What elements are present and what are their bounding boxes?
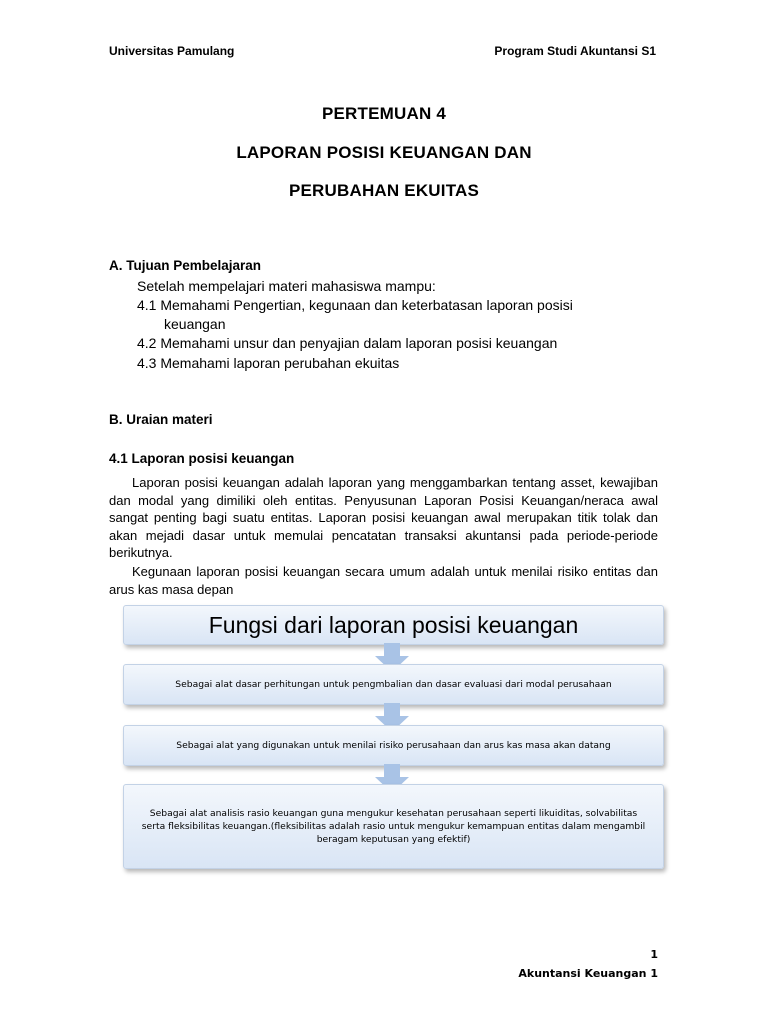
objective-item: 4.2 Memahami unsur dan penyajian dalam laporan posisi keuangan (137, 335, 558, 351)
diagram-step-box: Sebagai alat dasar perhitungan untuk pengmbalian dan dasar evaluasi dari modal perusahaan (123, 664, 664, 705)
footer-course-name: Akuntansi Keuangan 1 (518, 967, 658, 980)
header-program: Program Studi Akuntansi S1 (494, 44, 656, 58)
diagram-step-box: Sebagai alat yang digunakan untuk menilai risiko perusahaan dan arus kas masa akan datang (123, 725, 664, 766)
document-title-line2: LAPORAN POSISI KEUANGAN DAN (236, 143, 532, 162)
objective-item-continuation: keuangan (164, 316, 226, 332)
header-university: Universitas Pamulang (109, 44, 235, 58)
section-a-heading: A. Tujuan Pembelajaran (109, 258, 262, 273)
page-number: 1 (650, 948, 658, 961)
subsection-heading: 4.1 Laporan posisi keuangan (109, 451, 295, 466)
document-title-meeting: PERTEMUAN 4 (321, 104, 447, 123)
objective-item: 4.1 Memahami Pengertian, kegunaan dan keterbatasan laporan posisi (137, 297, 573, 313)
diagram-title-box: Fungsi dari laporan posisi keuangan (123, 605, 664, 645)
diagram-step-box: Sebagai alat analisis rasio keuangan guna mengukur kesehatan perusahaan seperti likuiditas, solvabilitas serta fleksibilitas keuangan.(fleksibilitas adalah rasio untuk mengukur kemampuan entitas dalam mengambil beragam keputusan yang efektif) (123, 784, 664, 869)
section-a-intro: Setelah mempelajari materi mahasiswa mampu: (137, 278, 436, 294)
section-b-heading: B. Uraian materi (109, 412, 213, 427)
body-paragraph: Kegunaan laporan posisi keuangan secara umum adalah untuk menilai risiko entitas dan arus kas masa depan (109, 564, 658, 597)
document-title-line3: PERUBAHAN EKUITAS (288, 181, 480, 200)
body-paragraph: Laporan posisi keuangan adalah laporan yang menggambarkan tentang asset, kewajiban dan modal yang dimiliki oleh entitas. Penyusunan Laporan Posisi Keuangan/neraca awal sangat penting bagi suatu entitas. Laporan posisi keuangan awal merupakan titik tolak dan akan mejadi dasar untuk memulai pencatatan transaksi akuntansi pada periode-periode berikutnya. (109, 475, 658, 561)
objective-item: 4.3 Memahami laporan perubahan ekuitas (137, 355, 400, 371)
